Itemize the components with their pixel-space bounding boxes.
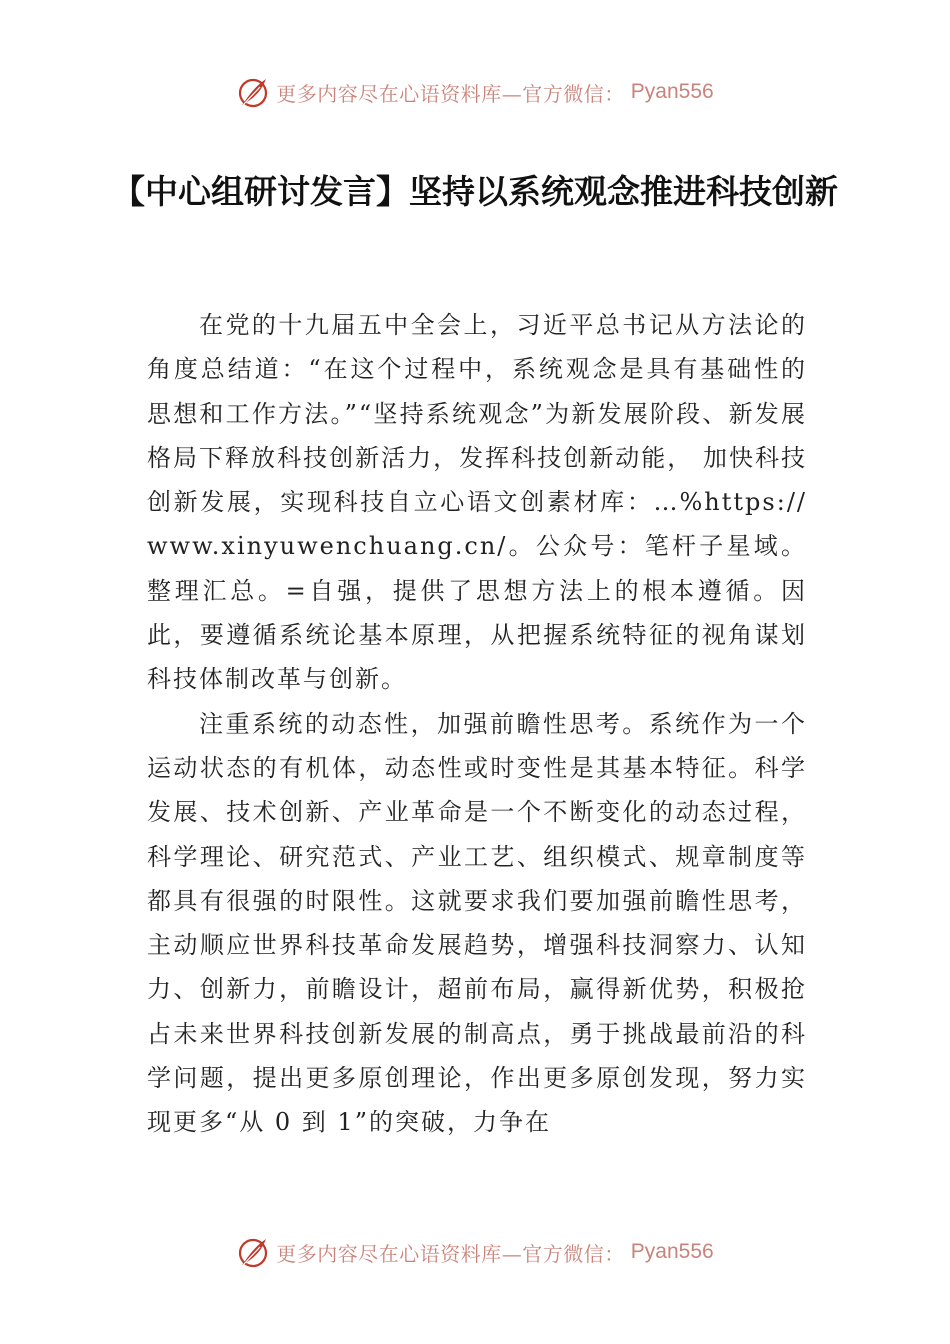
feather-pen-logo-icon: [236, 1235, 270, 1269]
feather-pen-logo-icon: [236, 75, 270, 109]
watermark-wechat-id: Pyan556: [630, 1240, 714, 1263]
watermark-text: 更多内容尽在心语资料库—官方微信：: [276, 81, 625, 106]
footer-watermark: [0, 1232, 950, 1272]
paragraph: 在党的十九届五中全会上，习近平总书记从方法论的角度总结道：“在这个过程中，系统观念是具有基础性的思想和工作方法。”“坚持系统观念”为新发展阶段、新发展格局下释放科技创新活力，发挥科技创新动能， 加快科技创新发展，实现科技自立心语文创素材库：…%https://www.xinyuwenchuang.cn/。公众号：笔杆子星域。整理汇总。=自强，提供了思想方法上的根本遵循。因此，要遵循系统论基本原理，从把握系统特征的视角谋划科技体制改革与创新。: [147, 311, 807, 694]
document-body: [147, 303, 807, 1145]
header-watermark: [0, 72, 950, 112]
paragraph: 注重系统的动态性，加强前瞻性思考。系统作为一个运动状态的有机体，动态性或时变性是其基本特征。科学发展、技术创新、产业革命是一个不断变化的动态过程，科学理论、研究范式、产业工艺、组织模式、规章制度等都具有很强的时限性。这就要求我们要加强前瞻性思考，主动顺应世界科技革命发展趋势，增强科技洞察力、认知力、创新力，前瞻设计，超前布局，赢得新优势，积极抢占未来世界科技创新发展的制高点，勇于挑战最前沿的科学问题，提出更多原创理论，作出更多原创发现，努力实现更多“从 0 到 1”的突破，力争在: [147, 709, 807, 1137]
watermark-wechat-id: Pyan556: [630, 80, 714, 103]
watermark-text: 更多内容尽在心语资料库—官方微信：: [276, 1241, 625, 1266]
document-title: 【中心组研讨发言】坚持以系统观念推进科技创新: [112, 172, 838, 211]
